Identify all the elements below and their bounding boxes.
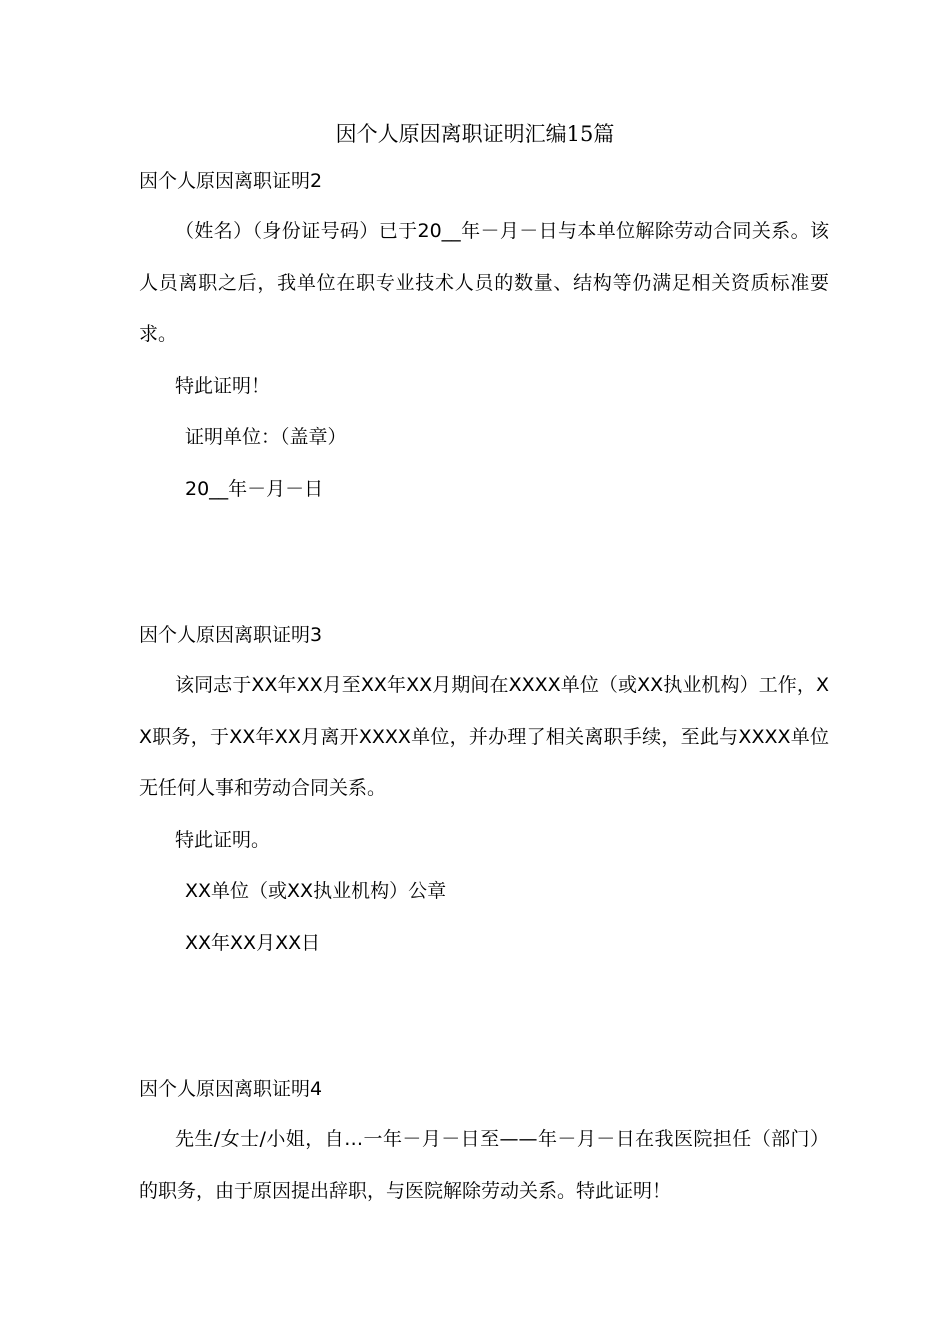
section-date: 20__年－月－日 (185, 477, 324, 500)
section-heading: 因个人原因离职证明4 (139, 1078, 323, 1100)
section-closing: 特此证明。 (175, 828, 271, 851)
section-closing: 特此证明！ (175, 374, 271, 397)
section-body: 先生/女士/小姐，自…一年－月－日至——年－月－日在我医院担任（部门）的职务，由于原因提出辞职，与医院解除劳动关系。特此证明！ (139, 1128, 829, 1202)
section-certificate-2 (139, 167, 829, 515)
section-date: XX年XX月XX日 (185, 931, 321, 954)
section-signature: 证明单位：（盖章） (185, 426, 347, 448)
section-heading: 因个人原因离职证明3 (139, 624, 323, 646)
section-heading: 因个人原因离职证明2 (139, 170, 323, 192)
section-body: （姓名）（身份证号码）已于20__年－月－日与本单位解除劳动合同关系。该人员离职之后，我单位在职专业技术人员的数量、结构等仍满足相关资质标准要求。 (139, 220, 829, 345)
section-certificate-4 (139, 1075, 829, 1217)
section-signature: XX单位（或XX执业机构）公章 (185, 880, 447, 902)
document-title: 因个人原因离职证明汇编15篇 (335, 122, 615, 146)
section-certificate-3 (139, 621, 829, 969)
section-body: 该同志于XX年XX月至XX年XX月期间在XXXX单位（或XX执业机构）工作，XX职务，于XX年XX月离开XXXX单位，并办理了相关离职手续，至此与XXXX单位无任何人事和劳动合同关系。 (139, 674, 829, 799)
